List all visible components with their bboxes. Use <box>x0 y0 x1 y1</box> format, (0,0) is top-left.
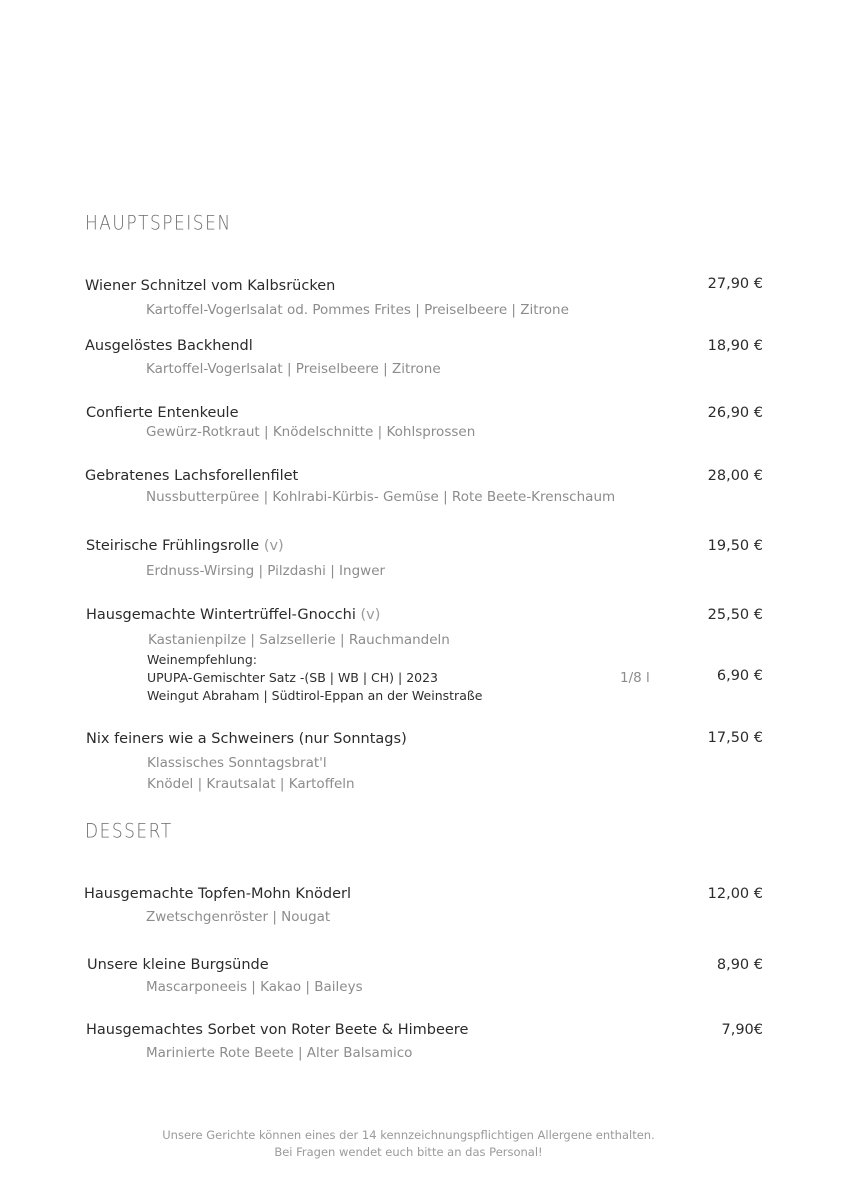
dish-description: Mascarponeeis | Kakao | Baileys <box>146 979 363 995</box>
dish-price: 28,00 € <box>707 468 763 484</box>
allergen-notice <box>0 1127 817 1161</box>
section-title-dessert: DESSERT <box>85 820 173 843</box>
dish-description: Kartoffel-Vogerlsalat | Preiselbeere | Zitrone <box>146 361 441 377</box>
dish-description: Klassisches Sonntagsbrat'l <box>147 755 327 771</box>
dish-price: 17,50 € <box>707 730 763 746</box>
dish-price: 18,90 € <box>707 338 763 354</box>
dish-name: Nix feiners wie a Schweiners (nur Sonntags) <box>86 731 407 747</box>
dish-description: Kartoffel-Vogerlsalat od. Pommes Frites | Preiselbeere | Zitrone <box>146 302 569 318</box>
dish-name-text: Steirische Frühlingsrolle <box>86 538 260 554</box>
wine-winery: Weingut Abraham | Südtirol-Eppan an der Weinstraße <box>147 688 483 703</box>
dish-price: 8,90 € <box>716 957 763 973</box>
dish-description: Marinierte Rote Beete | Alter Balsamico <box>146 1045 413 1061</box>
section-title-main: HAUPTSPEISEN <box>85 212 232 235</box>
dish-name-text: Hausgemachte Wintertrüffel-Gnocchi <box>86 607 356 623</box>
dish-name <box>86 607 380 623</box>
dish-description: Nussbutterpüree | Kohlrabi-Kürbis- Gemüse | Rote Beete-Krenschaum <box>146 489 616 505</box>
dish-price: 25,50 € <box>707 607 763 623</box>
dish-description: Zwetschgenröster | Nougat <box>146 909 331 925</box>
dish-name: Wiener Schnitzel vom Kalbsrücken <box>85 278 336 294</box>
dish-description: Erdnuss-Wirsing | Pilzdashi | Ingwer <box>146 563 386 579</box>
allergen-notice-line1: Unsere Gerichte können eines der 14 kennzeichnungspflichtigen Allergene enthalten. <box>162 1128 655 1142</box>
dish-description: Gewürz-Rotkraut | Knödelschnitte | Kohlsprossen <box>146 424 476 440</box>
dish-name: Gebratenes Lachsforellenfilet <box>85 468 299 484</box>
dish-name: Confierte Entenkeule <box>86 405 239 421</box>
dish-name: Hausgemachte Topfen-Mohn Knöderl <box>84 886 352 902</box>
dish-description: Kastanienpilze | Salzsellerie | Rauchmandeln <box>148 632 450 648</box>
dish-price: 7,90€ <box>721 1022 763 1038</box>
wine-price: 6,90 € <box>716 668 763 684</box>
wine-recommendation-label: Weinempfehlung: <box>147 652 257 667</box>
vegetarian-tag: (v) <box>360 607 381 623</box>
dish-price: 19,50 € <box>707 538 763 554</box>
dish-name: Hausgemachtes Sorbet von Roter Beete & Himbeere <box>86 1022 469 1038</box>
dish-price: 27,90 € <box>707 276 763 292</box>
wine-name: UPUPA-Gemischter Satz -(SB | WB | CH) | 2023 <box>147 670 439 685</box>
wine-quantity: 1/8 l <box>620 670 650 686</box>
dish-name: Unsere kleine Burgsünde <box>87 957 269 973</box>
allergen-notice-line2: Bei Fragen wendet euch bitte an das Personal! <box>274 1145 543 1159</box>
vegetarian-tag: (v) <box>263 538 284 554</box>
dish-price: 26,90 € <box>707 405 763 421</box>
dish-name <box>86 538 284 554</box>
dish-description-2: Knödel | Krautsalat | Kartoffeln <box>147 776 355 792</box>
dish-name: Ausgelöstes Backhendl <box>85 338 253 354</box>
dish-price: 12,00 € <box>707 886 763 902</box>
